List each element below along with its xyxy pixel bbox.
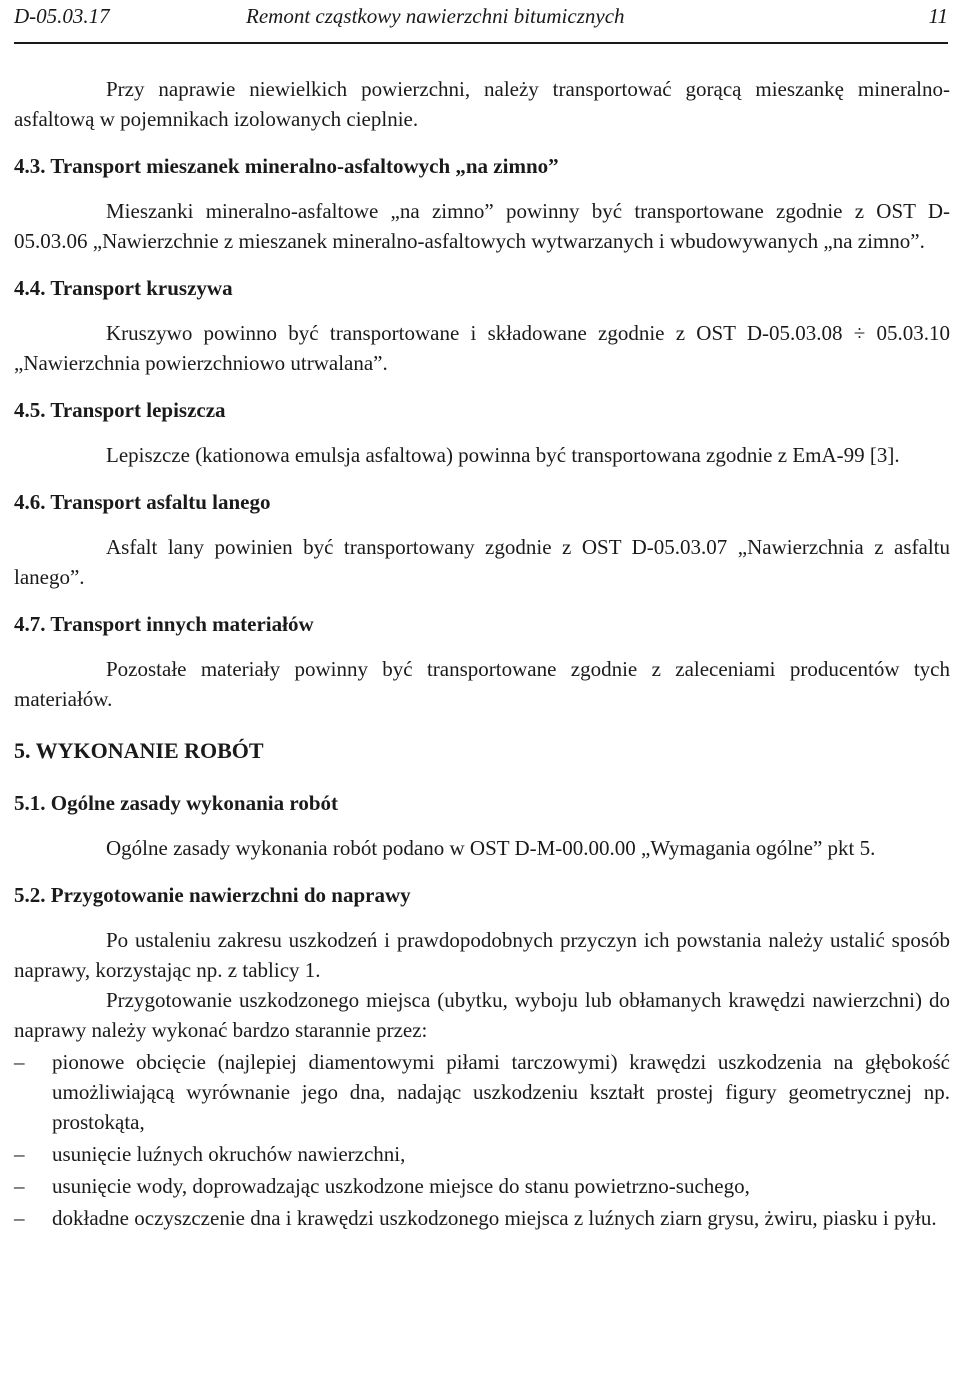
list-item-text: usunięcie wody, doprowadzając uszkodzone miejsce do stanu powietrzno-suchego, <box>52 1174 750 1198</box>
section-heading-4-3: 4.3. Transport mieszanek mineralno-asfaltowych „na zimno” <box>14 154 559 178</box>
header-divider <box>14 42 948 44</box>
list-item <box>14 1203 950 1233</box>
section-text-5-2-paragraph-2: Przygotowanie uszkodzonego miejsca (ubytku, wyboju lub obłamanych krawędzi nawierzchni) do naprawy należy wykonać bardzo starannie przez: <box>14 988 950 1042</box>
section-text-4-4: Kruszywo powinno być transportowane i składowane zgodnie z OST D-05.03.08 ÷ 05.03.10 „Nawierzchnia powierzchniowo utrwalana”. <box>14 321 950 375</box>
page-header <box>14 2 948 30</box>
section-text-4-7: Pozostałe materiały powinny być transportowane zgodnie z zaleceniami producentów tych materiałów. <box>14 657 950 711</box>
document-title: Remont cząstkowy nawierzchni bitumicznych <box>246 4 625 28</box>
section-text-4-6: Asfalt lany powinien być transportowany zgodnie z OST D-05.03.07 „Nawierzchnia z asfaltu lanego”. <box>14 535 950 589</box>
list-dash: – <box>14 1050 25 1074</box>
section-text-5-2-paragraph-1: Po ustaleniu zakresu uszkodzeń i prawdopodobnych przyczyn ich powstania należy ustalić sposób naprawy, korzystając np. z tablicy 1. <box>14 928 950 982</box>
list-item <box>14 1047 950 1137</box>
list-dash: – <box>14 1142 25 1166</box>
section-heading-4-6: 4.6. Transport asfaltu lanego <box>14 490 271 514</box>
list-item <box>14 1139 950 1169</box>
list-dash: – <box>14 1174 25 1198</box>
preparation-steps-list <box>14 1047 950 1233</box>
document-code: D-05.03.17 <box>14 4 110 28</box>
list-item-text: usunięcie luźnych okruchów nawierzchni, <box>52 1142 406 1166</box>
section-heading-4-5: 4.5. Transport lepiszcza <box>14 398 226 422</box>
list-item <box>14 1171 950 1201</box>
section-heading-4-4: 4.4. Transport kruszywa <box>14 276 233 300</box>
section-heading-5-2: 5.2. Przygotowanie nawierzchni do naprawy <box>14 883 411 907</box>
list-item-text: pionowe obcięcie (najlepiej diamentowymi piłami tarczowymi) krawędzi uszkodzenia na głębokość umożliwiającą wyrównanie jego dna, nadając uszkodzeniu kształt prostej figury geometrycznej np. prostokąta, <box>52 1050 950 1134</box>
section-text-4-5: Lepiszcze (kationowa emulsja asfaltowa) powinna być transportowana zgodnie z EmA-99 [3]. <box>106 443 900 467</box>
section-text-4-3: Mieszanki mineralno-asfaltowe „na zimno” powinny być transportowane zgodnie z OST D-05.03.06 „Nawierzchnie z mieszanek mineralno-asfaltowych wytwarzanych i wbudowywanych „na zimno”. <box>14 199 950 253</box>
chapter-heading-5: 5. WYKONANIE ROBÓT <box>14 738 264 763</box>
list-dash: – <box>14 1206 25 1230</box>
section-text-5-1: Ogólne zasady wykonania robót podano w OST D-M-00.00.00 „Wymagania ogólne” pkt 5. <box>106 836 876 860</box>
page-number: 11 <box>928 4 948 28</box>
list-item-text: dokładne oczyszczenie dna i krawędzi uszkodzonego miejsca z luźnych ziarn grysu, żwiru, piasku i pyłu. <box>52 1206 937 1230</box>
section-heading-4-7: 4.7. Transport innych materiałów <box>14 612 314 636</box>
section-heading-5-1: 5.1. Ogólne zasady wykonania robót <box>14 791 338 815</box>
intro-paragraph: Przy naprawie niewielkich powierzchni, należy transportować gorącą mieszankę mineralno-asfaltową w pojemnikach izolowanych cieplnie. <box>14 77 950 131</box>
page-body <box>14 74 950 1235</box>
